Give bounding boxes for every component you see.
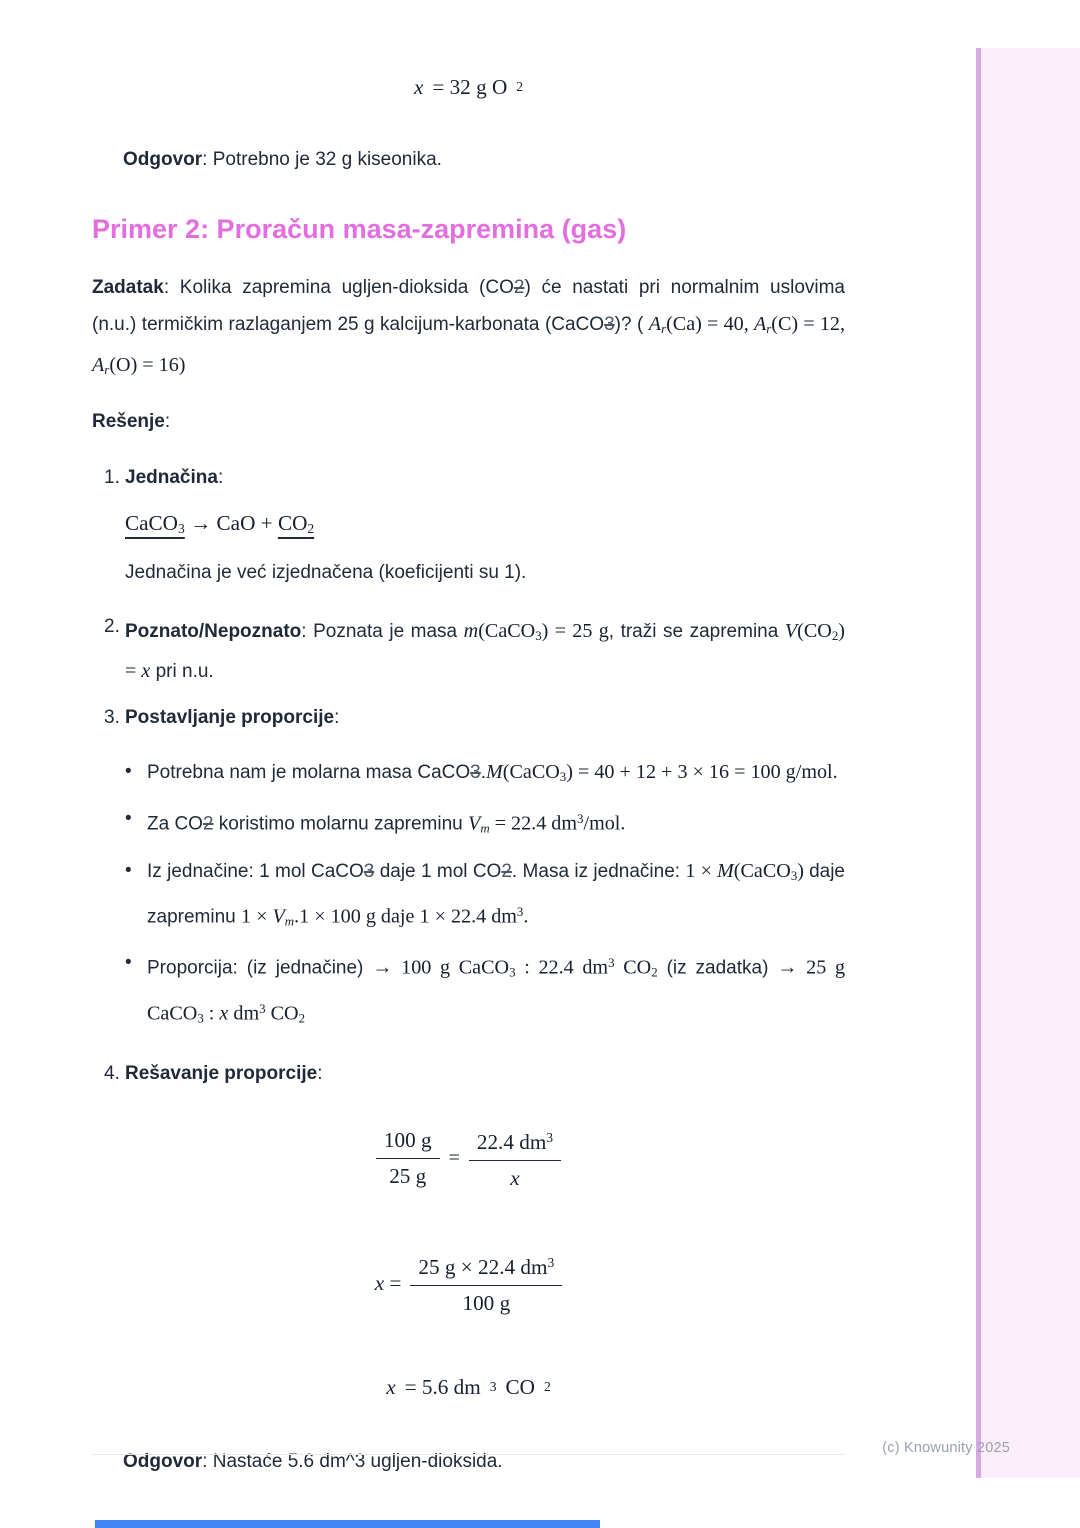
- bullet-icon: •: [125, 952, 132, 974]
- fraction-denominator: 25 g: [389, 1164, 427, 1189]
- document-content: [92, 0, 845, 1476]
- step-3-body: [125, 704, 845, 1042]
- step-2-poznato-nepoznato: [92, 613, 845, 691]
- bullet-proportion: Proporcija: (iz jednačine) → 100 g CaCO3 : 22.4 $dm^3$ CO2 (iz zadatka) → 25 g CaCO3 : x $dm^3$ CO2: [147, 955, 846, 1026]
- step-4-resavanje-proporcije: [92, 1060, 845, 1088]
- bullet-from-equation: Iz jednačine: 1 mol CaCO3 daje 1 mol CO2. Masa iz jednačine: 1 × M(CaCO3) daje zapreminu 1 × Vm.1 × 100 g daje 1 × 22.4 $dm^3$.: [147, 859, 845, 929]
- step-1-label: Jednačina:: [125, 466, 224, 488]
- answer-paragraph-oxygen: Odgovor: Potrebno je 32 g kiseonika.: [123, 149, 442, 170]
- step-3-label: Postavljanje proporcije:: [125, 707, 340, 729]
- equation-note: Jednačina je već izjednačena (koeficijenti su 1).: [125, 561, 527, 583]
- fraction-numerator: 22.4 $dm^3$: [469, 1124, 561, 1161]
- answer-paragraph-co2: Odgovor: Nastaće 5.6 dm^3 ugljen-dioksida.: [123, 1451, 503, 1473]
- pink-side-panel: [976, 48, 1080, 1478]
- step-3-number: 3.: [104, 707, 120, 729]
- fraction: [410, 1249, 562, 1318]
- fraction-right: [469, 1124, 561, 1193]
- footer-divider: [92, 1454, 845, 1455]
- resenje-label: Rešenje:: [92, 410, 171, 432]
- step-2-body: [125, 613, 845, 691]
- zadatak-paragraph: Zadatak: Kolika zapremina ugljen-dioksida (CO2) će nastati pri normalnim uslovima (n.u.) termičkim razlaganjem 25 g kalcijum-karbonata (CaCO3)? ( Ar(Ca) = 40, Ar(C) = 12, Ar(O) = 16): [92, 277, 846, 377]
- formula-co2-result: x = 5.6 dm 3 CO 2: [386, 1375, 551, 1400]
- proportion-bullet-list: [125, 754, 845, 1036]
- step-1-jednacina: [92, 464, 845, 587]
- step-4-label: Rešavanje proporcije:: [125, 1063, 323, 1085]
- fraction-left: [376, 1126, 440, 1191]
- step-1-body: [125, 464, 845, 587]
- proportion-fractions-equation: [92, 1124, 845, 1193]
- bullet-icon: •: [125, 808, 132, 830]
- formula-oxygen-result: x = 32 g O 2: [413, 75, 524, 99]
- list-item: [125, 801, 845, 847]
- step-2-text: Poznato/Nepoznato: Poznata je masa m(CaCO3) = 25 g, traži se zapremina V(CO2) = x pri n.u.: [125, 619, 845, 683]
- bullet-molar-mass: Potrebna nam je molarna masa CaCO3.M(CaCO3) = 40 + 12 + 3 × 16 = 100 g/mol.: [147, 761, 838, 785]
- list-item: [125, 853, 845, 939]
- section-heading-primer-2: Primer 2: Proračun masa-zapremina (gas): [92, 214, 627, 244]
- copyright-text: (c) Knowunity 2025: [882, 1440, 1010, 1456]
- list-item: [125, 754, 845, 795]
- bullet-molar-volume: Za CO2 koristimo molarnu zapreminu Vm = 22.4 $dm^3$/mol.: [147, 811, 626, 836]
- step-1-number: 1.: [104, 466, 120, 488]
- solve-x-fraction-equation: [92, 1249, 845, 1318]
- list-item: [125, 945, 845, 1036]
- step-2-number: 2.: [104, 615, 120, 637]
- bullet-icon: •: [125, 859, 132, 881]
- chemical-equation: CaCO3 → CaO + CO2: [125, 510, 315, 536]
- fraction-numerator: 25 g × 22.4 $dm^3$: [410, 1249, 562, 1286]
- bottom-blue-bar: [95, 1520, 600, 1528]
- step-4-body: [125, 1060, 845, 1088]
- bullet-icon: •: [125, 761, 132, 783]
- step-3-postavljanje-proporcije: [92, 704, 845, 1042]
- fraction-denominator: 100 g: [462, 1291, 511, 1316]
- fraction-denominator: x: [510, 1166, 520, 1191]
- fraction-numerator: 100 g: [376, 1126, 440, 1159]
- x-equals-prefix: x =: [374, 1271, 402, 1296]
- equals-sign: =: [448, 1147, 460, 1170]
- step-4-number: 4.: [104, 1063, 120, 1085]
